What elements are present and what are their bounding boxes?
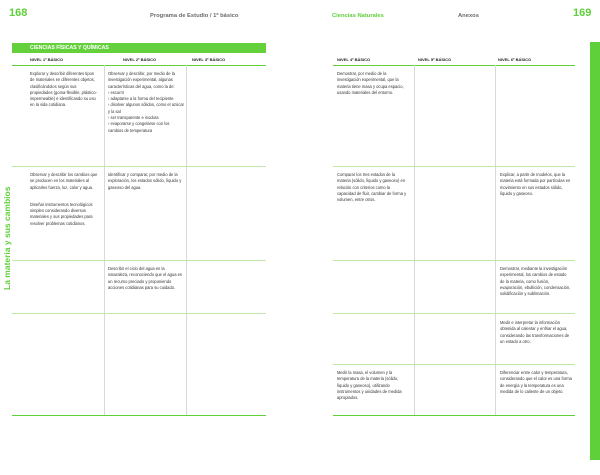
right-column-header-row <box>333 54 575 66</box>
left-page-number: 168 <box>9 7 28 19</box>
right-col-divider-1 <box>414 65 415 415</box>
objective-text: Medir e interpretar la información obtenida al calentar y enfriar el agua, considerando las transformaciones de un estado a otro. <box>500 320 570 344</box>
cell-r6-row2 <box>500 172 572 202</box>
right-edge-accent-bar <box>590 42 600 460</box>
left-table-bottom <box>12 415 266 416</box>
objective-bullet-list <box>108 90 184 134</box>
bullet-item: › adaptarse a la forma del recipiente <box>108 96 184 102</box>
objective-text: Explicar, a partir de modelos, que la materia está formada por partículas en movimiento en sus estados sólido, líquido y gaseoso. <box>500 172 571 196</box>
left-row-divider-2 <box>12 260 266 261</box>
cell-l2-row3 <box>108 266 184 296</box>
left-col-divider-2 <box>186 65 187 415</box>
bullet-item: › escurrir <box>108 90 184 96</box>
column-header-level-2: NIVEL 2º BÁSICO <box>123 57 157 62</box>
bullet-item: › evaporarse y congelarse con los cambios de temperatura <box>108 121 184 134</box>
right-row-divider-1 <box>333 166 575 167</box>
objective-text: Observar y describir, por medio de la investigación experimental, algunas características del agua, como la de: <box>108 71 175 89</box>
objective-text: Diseñar instrumentos tecnológicos simples considerando diversos materiales y sus propiedades para resolver problemas cotidianos. <box>30 201 93 226</box>
cell-r4-row1 <box>337 71 409 101</box>
left-column-header-row <box>12 54 266 66</box>
column-header-level-4: NIVEL 4º BÁSICO <box>337 57 371 62</box>
objective-text: Medir la masa, el volumen y la temperatura de la materia (sólido, líquido y gaseoso), utilizando instrumentos y unidades de medida apropiados. <box>337 370 402 401</box>
sidebar-unit-title: La materia y sus cambios <box>2 186 12 290</box>
objective-text: Comparar los tres estados de la materia (sólido, líquido y gaseoso) en relación con criterios como la capacidad de fluir, cambiar de forma y volumen, entre otros. <box>337 172 407 203</box>
objective-text: Demostrar, por medio de la investigación experimental, que la materia tiene masa y ocupa espacio, usando materiales del entorno. <box>337 71 404 95</box>
left-col-divider-1 <box>104 65 105 415</box>
cell-l2-row2 <box>108 172 184 196</box>
column-header-level-1: NIVEL 1º BÁSICO <box>30 57 64 62</box>
right-table-bottom <box>333 415 575 416</box>
left-running-header: Programa de Estudio / 1º básico <box>150 13 239 19</box>
column-header-level-3: NIVEL 3º BÁSICO <box>192 57 226 62</box>
objective-text: Identificar y comparar, por medio de la exploración, los estados sólido, líquido y gaseoso del agua. <box>108 172 182 190</box>
objective-text: Observar y describir los cambios que se producen en los materiales al aplicarles fuerza, luz, calor y agua. <box>30 172 98 190</box>
objective-text: Demostrar, mediante la investigación experimental, los cambios de estado de la materia, como fusión, evaporación, ebullición, condensación, solidificación y sublimación. <box>500 266 571 297</box>
column-header-level-6: NIVEL 6º BÁSICO <box>498 57 532 62</box>
cell-l2-row1 <box>108 71 184 134</box>
cell-l1-row2 <box>30 172 98 232</box>
left-row-divider-1 <box>12 166 266 167</box>
cell-r6-row4 <box>500 320 572 350</box>
bullet-item: › ser transparente e inodora <box>108 115 184 121</box>
objective-text: Explorar y describir diferentes tipos de materiales en diferentes objetos, clasificándolos según sus propiedades (goma-flexible, plástico-impermeable) e identificando su uso en la vida cotidiana. <box>30 71 97 108</box>
column-header-level-5: NIVEL 5º BÁSICO <box>418 57 452 62</box>
cell-l1-row1 <box>30 71 98 114</box>
right-row-divider-4 <box>333 364 575 365</box>
right-row-divider-3 <box>333 313 575 314</box>
left-row-divider-3 <box>12 313 266 314</box>
section-band-title: CIENCIAS FÍSICAS Y QUÍMICAS <box>12 43 266 53</box>
cell-r6-row5 <box>500 370 572 400</box>
bullet-item: › disolver algunos sólidos, como el azúcar y la sal <box>108 102 184 115</box>
right-row-divider-2 <box>333 260 575 261</box>
cell-r6-row3 <box>500 266 572 302</box>
right-col-divider-2 <box>495 65 496 415</box>
right-running-header-annex: Anexos <box>458 13 479 19</box>
right-running-header-section: Ciencias Naturales <box>332 13 384 19</box>
right-page-number: 169 <box>573 7 592 19</box>
cell-r4-row5 <box>337 370 409 406</box>
cell-r4-row2 <box>337 172 409 208</box>
objective-text: Diferenciar entre calor y temperatura, considerando que el calor es una forma de energía y la temperatura es una medida de lo caliente de un objeto. <box>500 370 572 394</box>
objective-text: Describir el ciclo del agua en la naturaleza, reconociendo que el agua es un recurso preciado y proponiendo acciones cotidianas para su cuidado. <box>108 266 182 290</box>
